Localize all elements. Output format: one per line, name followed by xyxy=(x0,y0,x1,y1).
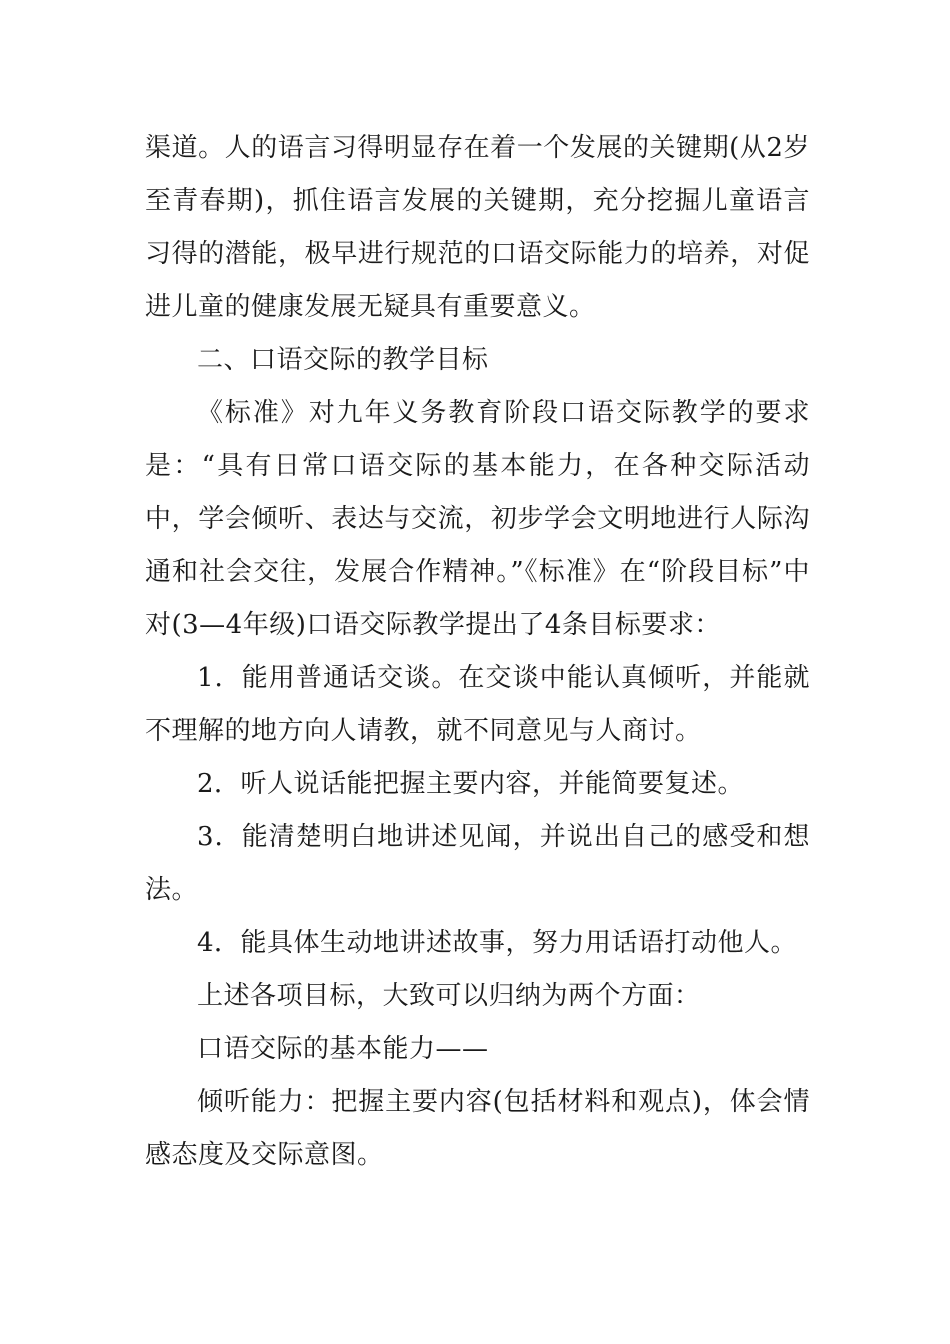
goal-item-1: 1．能用普通话交谈。在交谈中能认真倾听，并能就不理解的地方向人请教，就不同意见与人商讨。 xyxy=(145,663,810,746)
paragraph-continuation: 渠道。人的语言习得明显存在着一个发展的关键期(从2岁至青春期)，抓住语言发展的关键期，充分挖掘儿童语言习得的潜能，极早进行规范的口语交际能力的培养，对促进儿童的健康发展无疑具有重要意义。 xyxy=(145,133,810,322)
subheading-basic-ability: 口语交际的基本能力—— xyxy=(197,1034,489,1064)
paragraph-standard-requirements: 《标准》对九年义务教育阶段口语交际教学的要求是：“具有日常口语交际的基本能力，在各种交际活动中，学会倾听、表达与交流，初步学会文明地进行人际沟通和社会交往，发展合作精神。”《标准》在“阶段目标”中对(3—4年级)口语交际教学提出了4条目标要求： xyxy=(145,398,810,640)
goal-item-4: 4．能具体生动地讲述故事，努力用话语打动他人。 xyxy=(197,928,798,958)
paragraph-summary: 上述各项目标，大致可以归纳为两个方面： xyxy=(197,981,701,1011)
section-heading: 二、口语交际的教学目标 xyxy=(197,345,489,375)
goal-item-2: 2．听人说话能把握主要内容，并能简要复述。 xyxy=(197,769,745,799)
document-body xyxy=(145,122,810,1182)
paragraph-listening-ability: 倾听能力：把握主要内容(包括材料和观点)，体会情感态度及交际意图。 xyxy=(145,1087,810,1170)
goal-item-3: 3．能清楚明白地讲述见闻，并说出自己的感受和想法。 xyxy=(145,822,810,905)
